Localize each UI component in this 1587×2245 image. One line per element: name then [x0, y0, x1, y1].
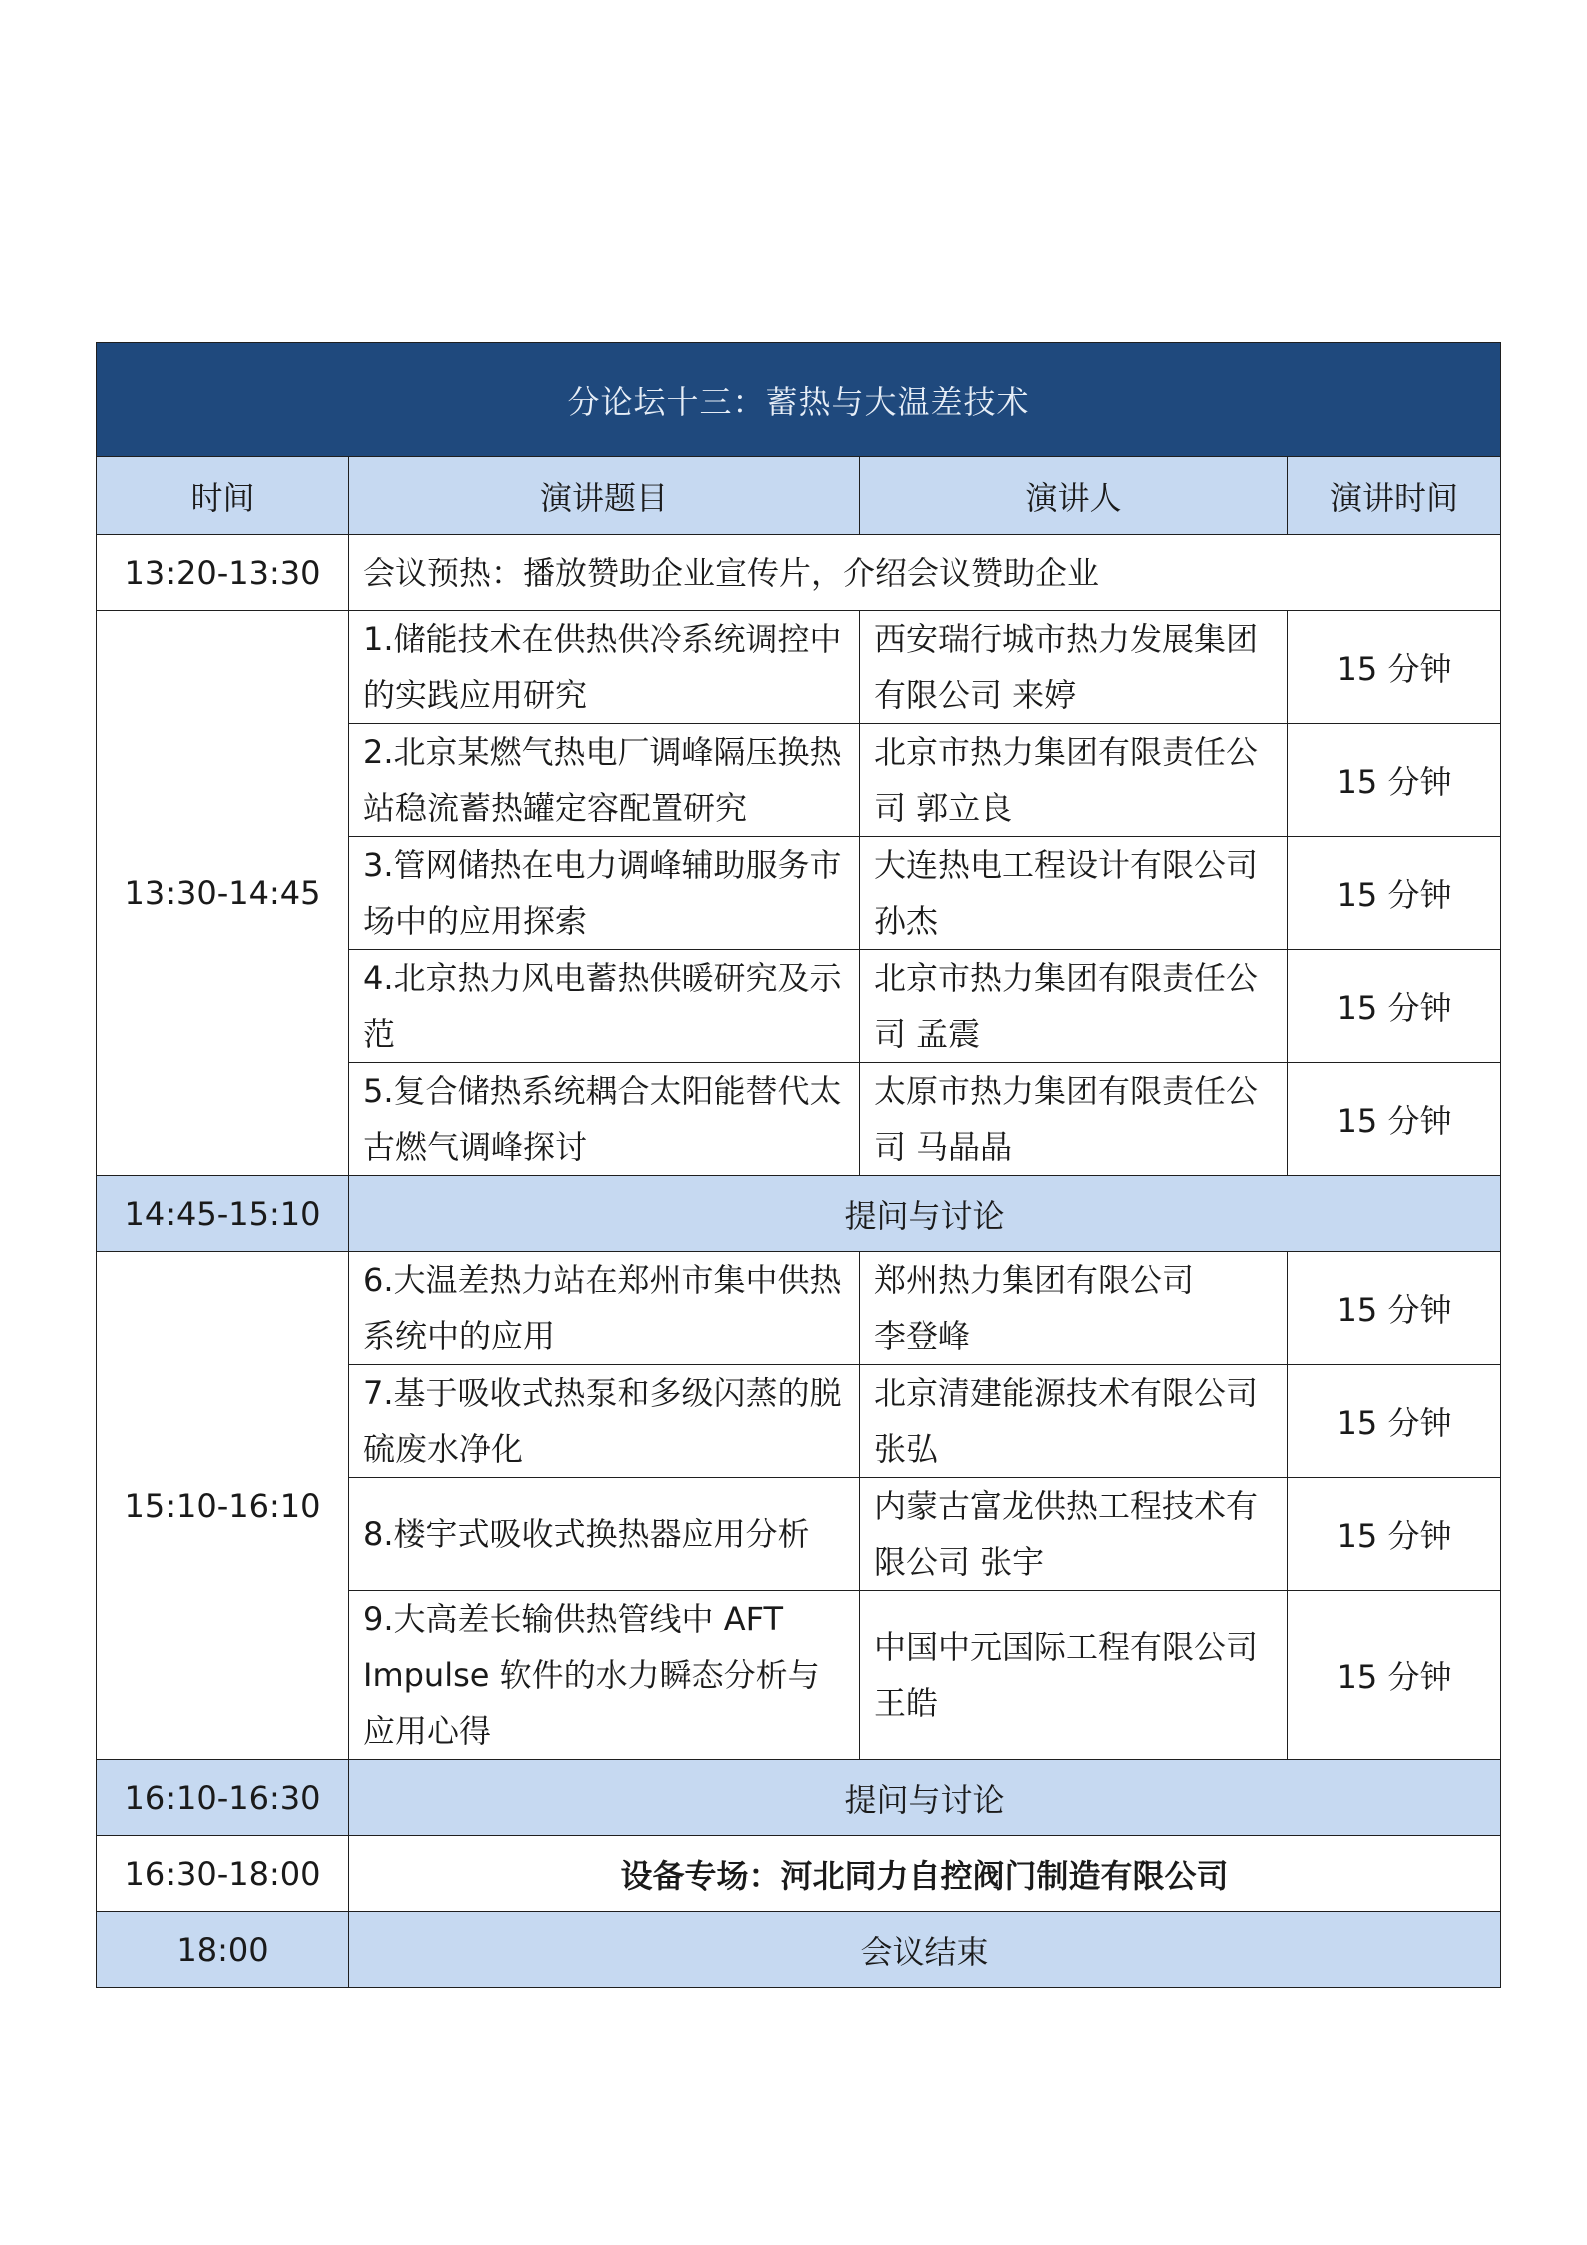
talk-speaker: 中国中元国际工程有限公司 王皓 [860, 1591, 1288, 1760]
talk-topic: 3.管网储热在电力调峰辅助服务市 场中的应用探索 [349, 837, 860, 950]
talk-topic: 2.北京某燃气热电厂调峰隔压换热 站稳流蓄热罐定容配置研究 [349, 724, 860, 837]
break-text: 提问与讨论 [349, 1176, 1501, 1252]
talk-speaker: 大连热电工程设计有限公司 孙杰 [860, 837, 1288, 950]
header-topic: 演讲题目 [349, 457, 860, 535]
talk-topic: 9.大高差长输供热管线中 AFT Impulse 软件的水力瞬态分析与 应用心得 [349, 1591, 860, 1760]
talk-topic: 1.储能技术在供热供冷系统调控中 的实践应用研究 [349, 611, 860, 724]
table-row [97, 1176, 1501, 1252]
talk-speaker: 北京市热力集团有限责任公 司 郭立良 [860, 724, 1288, 837]
talk-topic: 8.楼宇式吸收式换热器应用分析 [349, 1478, 860, 1591]
forum-title: 分论坛十三：蓄热与大温差技术 [97, 343, 1501, 457]
talk-duration: 15 分钟 [1288, 724, 1501, 837]
talk-duration: 15 分钟 [1288, 1478, 1501, 1591]
header-time: 时间 [97, 457, 349, 535]
talk-duration: 15 分钟 [1288, 1591, 1501, 1760]
table-row [97, 1760, 1501, 1836]
talk-topic: 7.基于吸收式热泵和多级闪蒸的脱 硫废水净化 [349, 1365, 860, 1478]
talk-speaker: 西安瑞行城市热力发展集团 有限公司 来婷 [860, 611, 1288, 724]
talk-topic: 6.大温差热力站在郑州市集中供热 系统中的应用 [349, 1252, 860, 1365]
talk-duration: 15 分钟 [1288, 950, 1501, 1063]
time-cell: 13:20-13:30 [97, 535, 349, 611]
talk-topic: 4.北京热力风电蓄热供暖研究及示 范 [349, 950, 860, 1063]
talk-speaker: 太原市热力集团有限责任公 司 马晶晶 [860, 1063, 1288, 1176]
time-cell: 16:30-18:00 [97, 1836, 349, 1912]
table-row [97, 611, 1501, 724]
talk-speaker: 郑州热力集团有限公司 李登峰 [860, 1252, 1288, 1365]
opening-text: 会议预热：播放赞助企业宣传片，介绍会议赞助企业 [349, 535, 1501, 611]
time-cell: 15:10-16:10 [97, 1252, 349, 1760]
time-cell: 18:00 [97, 1912, 349, 1988]
talk-speaker: 北京市热力集团有限责任公 司 孟震 [860, 950, 1288, 1063]
talk-speaker: 内蒙古富龙供热工程技术有 限公司 张宇 [860, 1478, 1288, 1591]
talk-speaker: 北京清建能源技术有限公司 张弘 [860, 1365, 1288, 1478]
table-row [97, 535, 1501, 611]
time-cell: 13:30-14:45 [97, 611, 349, 1176]
talk-duration: 15 分钟 [1288, 837, 1501, 950]
talk-duration: 15 分钟 [1288, 1365, 1501, 1478]
header-speaker: 演讲人 [860, 457, 1288, 535]
table-row [97, 1912, 1501, 1988]
time-cell: 16:10-16:30 [97, 1760, 349, 1836]
talk-duration: 15 分钟 [1288, 611, 1501, 724]
agenda-table [96, 342, 1501, 1988]
talk-duration: 15 分钟 [1288, 1252, 1501, 1365]
time-cell: 14:45-15:10 [97, 1176, 349, 1252]
talk-topic: 5.复合储热系统耦合太阳能替代太 古燃气调峰探讨 [349, 1063, 860, 1176]
talk-duration: 15 分钟 [1288, 1063, 1501, 1176]
equipment-session-text: 设备专场：河北同力自控阀门制造有限公司 [349, 1836, 1501, 1912]
closing-text: 会议结束 [349, 1912, 1501, 1988]
break-text: 提问与讨论 [349, 1760, 1501, 1836]
table-row [97, 1836, 1501, 1912]
header-duration: 演讲时间 [1288, 457, 1501, 535]
table-row [97, 1252, 1501, 1365]
